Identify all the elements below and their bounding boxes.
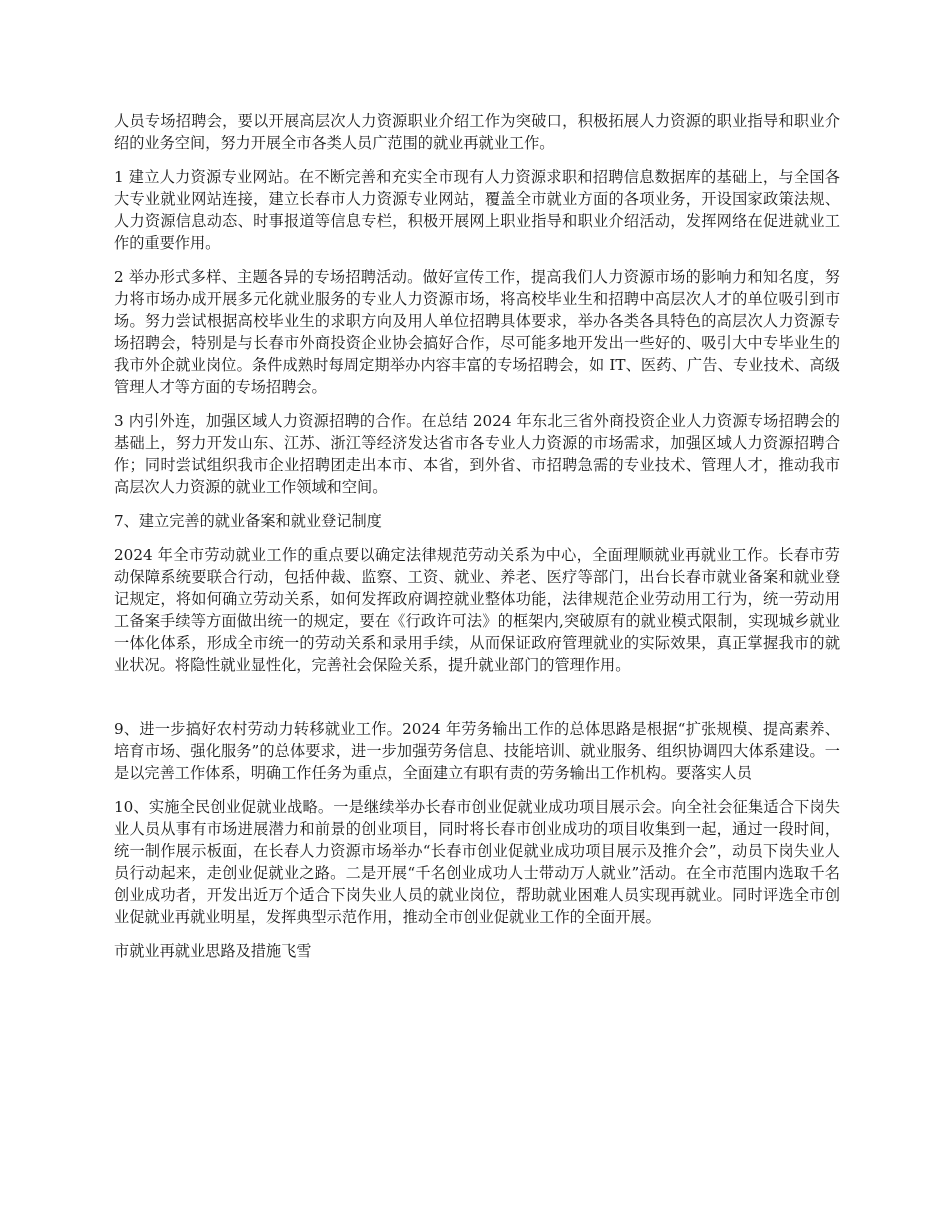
document-body <box>114 110 840 974</box>
section-heading-7: 7、建立完善的就业备案和就业登记制度 <box>114 512 382 530</box>
paragraph-item-1-website: 1 建立人力资源专业网站。在不断完善和充实全市现有人力资源求职和招聘信息数据库的基础上，与全国各大专业就业网站连接，建立长春市人力资源专业网站，覆盖全市就业方面的各项业务，开设国家政策法规、人力资源信息动态、时事报道等信息专栏，积极开展网上职业指导和职业介绍活动，发挥网络在促进就业工作的重要作用。 <box>114 168 840 252</box>
paragraph-employment-registration: 2024 年全市劳动就业工作的重点要以确定法律规范劳动关系为中心，全面理顺就业再就业工作。长春市劳动保障系统要联合行动，包括仲裁、监察、工资、就业、养老、医疗等部门，出台长春市就业备案和就业登记规定，将如何确立劳动关系，如何发挥政府调控就业整体功能，法律规范企业劳动用工行为，统一劳动用工备案手续等方面做出统一的规定，要在《行政许可法》的框架内,突破原有的就业模式限制，实现城乡就业一体化体系，形成全市统一的劳动关系和录用手续，从而保证政府管理就业的实际效果，真正掌握我市的就业状况。将隐性就业显性化，完善社会保险关系，提升就业部门的管理作用。 <box>114 546 840 674</box>
paragraph-intro: 人员专场招聘会，要以开展高层次人力资源职业介绍工作为突破口，积极拓展人力资源的职业指导和职业介绍的业务空间，努力开展全市各类人员广范围的就业再就业工作。 <box>114 112 840 152</box>
paragraph-item-2-recruitment: 2 举办形式多样、主题各异的专场招聘活动。做好宣传工作，提高我们人力资源市场的影响力和知名度，努力将市场办成开展多元化就业服务的专业人力资源市场，将高校毕业生和招聘中高层次人才的单位吸引到市场。努力尝试根据高校毕业生的求职方向及用人单位招聘具体要求，举办各类各具特色的高层次人力资源专场招聘会，特别是与长春市外商投资企业协会搞好合作，尽可能多地开发出一些好的、吸引大中专毕业生的我市外企就业岗位。条件成熟时每周定期举办内容丰富的专场招聘会，如 IT、医药、广告、专业技术、高级管理人才等方面的专场招聘会。 <box>114 268 840 396</box>
blank-gap <box>114 688 840 718</box>
paragraph-item-9-rural-labor: 9、进一步搞好农村劳动力转移就业工作。2024 年劳务输出工作的总体思路是根据“扩张规模、提高素养、培育市场、强化服务”的总体要求，进一步加强劳务信息、技能培训、就业服务、组织协调四大体系建设。一是以完善工作体系，明确工作任务为重点，全面建立有职有责的劳务输出工作机构。要落实人员 <box>114 720 840 782</box>
paragraph-item-3-regional: 3 内引外连，加强区域人力资源招聘的合作。在总结 2024 年东北三省外商投资企业人力资源专场招聘会的基础上，努力开发山东、江苏、浙江等经济发达省市各专业人力资源的市场需求，加强区域人力资源招聘合作；同时尝试组织我市企业招聘团走出本市、本省，到外省、市招聘急需的专业技术、管理人才，推动我市高层次人力资源的就业工作领域和空间。 <box>114 412 840 496</box>
document-footer-title: 市就业再就业思路及措施飞雪 <box>114 942 312 960</box>
paragraph-item-10-entrepreneurship: 10、实施全民创业促就业战略。一是继续举办长春市创业促就业成功项目展示会。向全社会征集适合下岗失业人员从事有市场进展潜力和前景的创业项目，同时将长春市创业成功的项目收集到一起，通过一段时间，统一制作展示板面，在长春人力资源市场举办“长春市创业促就业成功项目展示及推介会”，动员下岗失业人员行动起来，走创业促就业之路。二是开展“千名创业成功人士带动万人就业”活动。在全市范围内选取千名创业成功者，开发出近万个适合下岗失业人员的就业岗位，帮助就业困难人员实现再就业。同时评选全市创业促就业再就业明星，发挥典型示范作用，推动全市创业促就业工作的全面开展。 <box>114 798 840 926</box>
